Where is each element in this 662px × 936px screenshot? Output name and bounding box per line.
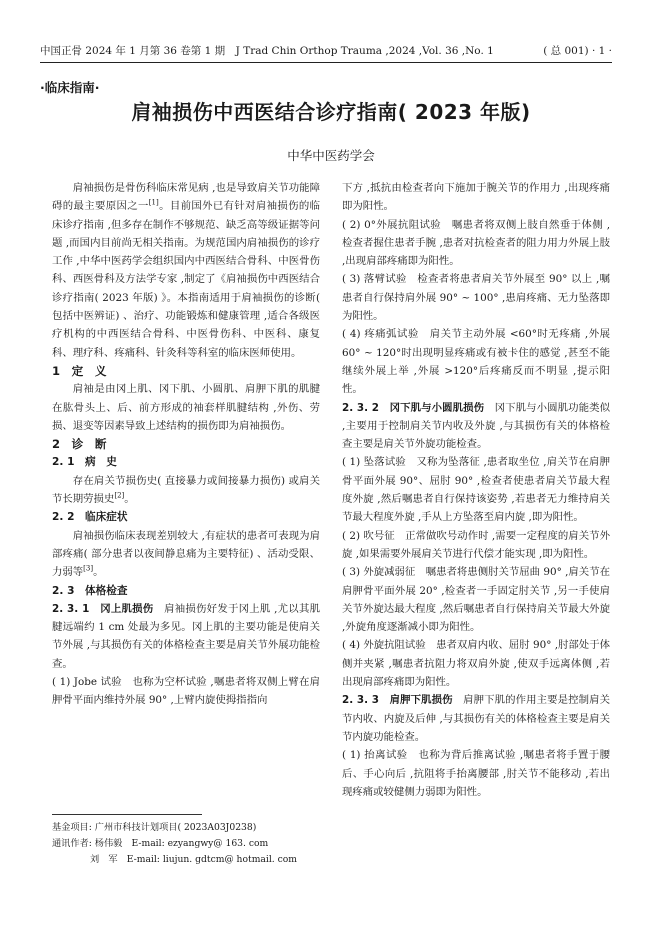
jobe-test-continued: 下方 ,抵抗由检查者向下施加于腕关节的作用力 ,出现疼痛即为阳性。 [342, 182, 610, 213]
running-header [40, 44, 612, 58]
section-2-2-text: 肩袖损伤临床表现差别较大 ,有症状的患者可表现为肩部疼痛( 部分患者以夜间静息痛为主要特征) 、活动受限、力弱等[3]。 [52, 529, 320, 579]
article-title: 肩袖损伤中西医结合诊疗指南( 2023 年版) [131, 100, 531, 124]
funding-note: 基金项目: 广州市科技计划项目( 2023A03J0238) [52, 822, 257, 833]
painful-arc-test: ( 4) 疼痛弧试验 肩关节主动外展 <60°时无疼痛 ,外展 60° ~ 120°时出现明显疼痛或有被卡住的感觉 ,甚至不能继续外展上举 ,外展 >120°后疼痛反而不明显 ,提示阳性。 [342, 328, 610, 396]
external-rotation-lag-sign: ( 3) 外旋减弱征 嘱患者将患侧肘关节屈曲 90° ,肩关节在肩胛骨平面外展 20° ,检查者一手固定肘关节 ,另一手使肩关节外旋达最大程度 ,然后嘱患者自行保持肩关节最大外旋 ,外旋角度逐渐减小即为阳性。 [342, 566, 610, 634]
section-1-text: 肩袖是由冈上肌、冈下肌、小圆肌、肩胛下肌的肌腱在肱骨头上、后、前方形成的袖套样肌腱结构 ,外伤、劳损、退变等因素导致上述结构的损伤即为肩袖损伤。 [52, 383, 320, 432]
citation[interactable]: [3] [83, 564, 94, 573]
footnotes [52, 820, 297, 868]
right-column [342, 179, 610, 801]
page-number: ( 总 001) · 1 · [543, 45, 612, 57]
section-2-3-1-heading: 2. 3. 1 冈上肌损伤 [52, 602, 154, 615]
hornblower-sign: ( 2) 吹号征 正常做吹号动作时 ,需要一定程度的肩关节外旋 ,如果需要外展肩关节进行代偿才能实现 ,即为阳性。 [342, 529, 610, 560]
lift-off-test: ( 1) 抬离试验 也称为背后推离试验 ,嘱患者将手置于腰后、手心向后 ,抗阻将手抬离腰部 ,肘关节不能移动 ,若出现疼痛或较健侧力弱即为阳性。 [342, 749, 610, 798]
section-tag: ·临床指南· [40, 80, 100, 95]
section-2-3-2-text: 2. 3. 2 冈下肌与小圆肌损伤 冈下肌与小圆肌功能类似 ,主要用于控制肩关节内收及外旋 ,与其损伤有关的体格检查主要是肩关节外旋功能检查。 [342, 401, 610, 451]
section-2-1-text: 存在肩关节损伤史( 直接暴力或间接暴力损伤) 或肩关节长期劳损史[2]。 [52, 474, 320, 506]
jobe-test-text: ( 1) Jobe 试验 也称为空杯试验 ,嘱患者将双侧上臂在肩胛骨平面内维持外展 90° ,上臂内旋使拇指指向 [52, 676, 320, 707]
section-2-3-heading: 2. 3 体格检查 [52, 584, 128, 597]
section-1-heading: 1 定 义 [52, 363, 107, 378]
drop-sign-test: ( 1) 坠落试验 又称为坠落征 ,患者取坐位 ,肩关节在肩胛骨平面外展 90°、屈肘 90° ,检查者使患者肩关节最大程度外旋 ,然后嘱患者自行保持该姿势 ,若患者无力维持肩关节最大程度外旋 ,手从上方坠落至肩内旋 ,即为阳性。 [342, 456, 610, 524]
section-2-1-heading: 2. 1 病 史 [52, 456, 117, 469]
author-organization: 中华中医药学会 [287, 148, 375, 163]
section-2-3-3-text: 2. 3. 3 肩胛下肌损伤 肩胛下肌的作用主要是控制肩关节内收、内旋及后伸 ,与其损伤有关的体格检查主要是肩关节内旋功能检查。 [342, 694, 611, 743]
section-2-3-3-heading: 2. 3. 3 肩胛下肌损伤 [342, 694, 453, 707]
corresponding-author-1: 通讯作者: 杨伟毅 E-mail: ezyangwy@ 163. com [52, 838, 269, 849]
section-2-2-heading: 2. 2 临床症状 [52, 511, 128, 524]
intro-paragraph: 肩袖损伤是骨伤科临床常见病 ,也是导致肩关节功能障碍的最主要原因之一[1]。目前国外已有针对肩袖损伤的临床诊疗指南 ,但多存在制作不够规范、缺乏高等级证据等问题 ,而国内目前尚无相关指南。为规范国内肩袖损伤的诊疗工作 ,中华中医药学会组织国内中西医结合骨科、中医骨伤科、西医骨科及方法学专家 ,制定了《肩袖损伤中西医结合诊疗指南( 2023 年版) 》。本指南适用于肩袖损伤的诊断( 包括中医辨证) 、治疗、功能锻炼和健康管理 ,适合各级医疗机构的中西医结合骨科、中医骨伤科、中医科、康复科、理疗科、疼痛科、针灸科等科室的临床医师使用。 [52, 182, 321, 359]
footnote-rule [52, 814, 202, 815]
abduction-resistance-test: ( 2) 0°外展抗阻试验 嘱患者将双侧上肢自然垂于体侧 ,检查者握住患者手腕 ,患者对抗检查者的阻力用力外展上肢 ,出现肩部疼痛即为阳性。 [342, 218, 610, 268]
external-rotation-resistance-test: ( 4) 外旋抗阻试验 患者双肩内收、屈肘 90° ,肘部处于体侧并夹紧 ,嘱患者抗阻力将双肩外旋 ,使双手远离体侧 ,若出现肩部疼痛即为阳性。 [342, 639, 610, 689]
section-2-3-2-heading: 2. 3. 2 冈下肌与小圆肌损伤 [342, 401, 485, 414]
section-2-3-1-text: 2. 3. 1 冈上肌损伤 肩袖损伤好发于冈上肌 ,尤以其肌腱远端约 1 cm 处最为多见。冈上肌的主要功能是使肩关节外展 ,与其损伤有关的体格检查主要是肩关节外展功能检查。 [52, 602, 320, 670]
corresponding-author-2: 刘 军 E-mail: liujun. gdtcm@ hotmail. com [90, 854, 297, 865]
journal-header-left: 中国正骨 2024 年 1 月第 36 卷第 1 期 J Trad Chin Orthop Trauma ,2024 ,Vol. 36 ,No. 1 [40, 45, 494, 57]
header-rule [40, 62, 612, 63]
drop-arm-test: ( 3) 落臂试验 检查者将患者肩关节外展至 90° 以上 ,嘱患者自行保持肩外展 90° ~ 100° ,患肩疼痛、无力坠落即为阳性。 [342, 273, 610, 323]
left-column [52, 179, 320, 710]
section-2-heading: 2 诊 断 [52, 437, 107, 452]
citation[interactable]: [2] [114, 491, 125, 500]
citation[interactable]: [1] [148, 198, 159, 207]
